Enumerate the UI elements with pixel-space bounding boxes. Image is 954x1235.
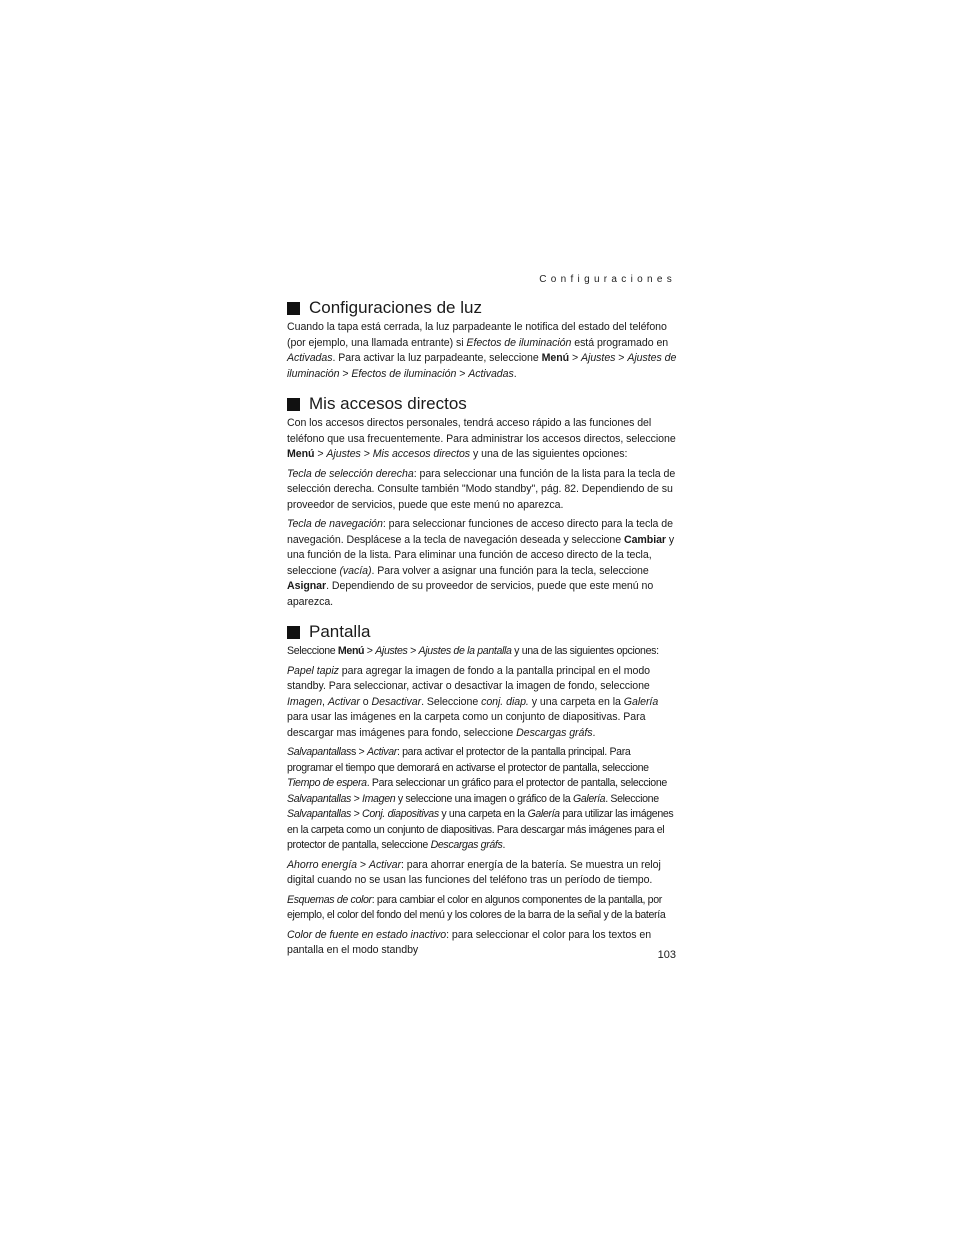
section-heading xyxy=(287,620,677,644)
italic-term: Papel tapiz xyxy=(287,664,339,677)
italic-term: Galería xyxy=(572,792,606,805)
text-run: . xyxy=(513,367,517,380)
italic-term: Activar xyxy=(367,746,397,758)
text-run: > xyxy=(615,352,628,364)
italic-term: Ajustes xyxy=(375,645,408,657)
text-run: > xyxy=(314,448,327,460)
option-papel-tapiz xyxy=(287,664,677,742)
italic-term: Conj. diapositivas xyxy=(362,808,439,820)
text-run: > xyxy=(356,858,369,871)
option-tecla-seleccion-derecha xyxy=(287,467,677,514)
italic-term: Ahorro energía xyxy=(287,858,357,871)
italic-term: Esquemas de color xyxy=(287,893,372,906)
bold-term: Asignar xyxy=(287,580,327,592)
text-run: , xyxy=(322,695,328,708)
text-run: > xyxy=(351,808,363,820)
text-run: : para ahorrar energía de la batería. Se muestra un reloj digital cuando no se usan las funciones del teléfono tras un período de tiempo. xyxy=(287,858,661,886)
text-run: Cuando la tapa está cerrada, la luz parpadeante le notifica del estado del teléfono (por ejemplo, una llamada entrante) si xyxy=(287,321,667,349)
italic-term: Ajustes de la pantalla xyxy=(418,645,512,657)
italic-term: Desactivar xyxy=(371,695,422,708)
text-run: para utilizar las imágenes en la carpeta como un conjunto de diapositivas. Para descargar más imágenes para el protector de pantalla, seleccione xyxy=(287,808,674,851)
text-run: : para activar el protector de la pantalla principal. Para programar el tiempo que demorará en activarse el protector de pantalla, seleccione xyxy=(287,746,649,774)
italic-term: Mis accesos directos xyxy=(372,448,471,460)
italic-term: Galería xyxy=(527,808,560,820)
square-bullet-icon xyxy=(287,626,300,639)
text-run: . Para activar la luz parpadeante, seleccione xyxy=(332,352,542,364)
italic-term: Tecla de selección derecha xyxy=(287,467,414,480)
text-run: y una carpeta en la xyxy=(438,808,528,820)
option-tecla-navegacion xyxy=(287,517,677,610)
italic-term: Ajustes de iluminación xyxy=(287,352,677,380)
bold-term: Menú xyxy=(337,645,365,657)
bold-term: Cambiar xyxy=(623,533,667,546)
italic-term: Efectos de iluminación xyxy=(351,367,457,380)
option-salvapantallas xyxy=(287,745,677,854)
italic-term: Galería xyxy=(623,695,659,708)
option-color-de-fuente xyxy=(287,928,677,959)
italic-term: Salvapantallas xyxy=(287,746,352,758)
option-esquemas-de-color xyxy=(287,893,677,924)
section-heading xyxy=(287,392,677,416)
bold-term: Menú xyxy=(541,352,570,364)
text-run: > xyxy=(360,448,373,460)
text-run: . Para seleccionar un gráfico para el protector de pantalla, seleccione xyxy=(366,777,667,789)
text-run: y una de las siguientes opciones: xyxy=(470,448,628,460)
option-ahorro-energia xyxy=(287,858,677,889)
italic-term: Activadas xyxy=(468,367,514,380)
square-bullet-icon xyxy=(287,398,300,411)
paragraph xyxy=(287,320,677,382)
italic-term: Ajustes xyxy=(581,352,616,364)
italic-term: Activar xyxy=(368,858,401,871)
text-run: . Seleccione xyxy=(605,792,659,805)
text-run: está programado en xyxy=(571,336,669,349)
section-heading xyxy=(287,296,677,320)
italic-term: Ajustes xyxy=(326,448,361,460)
italic-term: Salvapantallas xyxy=(287,792,352,805)
italic-term: Descargas gráfs xyxy=(430,839,503,851)
text-run: : para seleccionar funciones de acceso directo para la tecla de navegación. Desplácese a la tecla de navegación deseada y seleccione xyxy=(287,518,673,546)
italic-term: Salvapantallas xyxy=(287,808,352,820)
text-run: > xyxy=(364,645,376,657)
text-run: para agregar la imagen de fondo a la pantalla principal en el modo standby. Para seleccionar, activar o desactivar la imagen de fondo, seleccione xyxy=(287,664,651,692)
text-run: o xyxy=(359,695,372,708)
text-run: Seleccione xyxy=(287,645,338,657)
text-run: . Dependiendo de su proveedor de servicios, puede que este menú no aparezca. xyxy=(287,580,654,608)
text-run: y una carpeta en la xyxy=(528,695,624,708)
square-bullet-icon xyxy=(287,302,300,315)
section-title: Mis accesos directos xyxy=(309,394,467,413)
italic-term: (vacía) xyxy=(339,564,372,577)
italic-term: Color de fuente en estado inactivo xyxy=(287,928,447,941)
text-run: > xyxy=(351,792,363,805)
section-configuraciones-de-luz xyxy=(287,296,677,382)
text-run: para usar las imágenes en la carpeta como un conjunto de diapositivas. Para descargar mas imágenes para fondo, seleccione xyxy=(287,711,646,739)
text-run: . xyxy=(502,839,506,851)
text-run: . Para volver a asignar una función para la tecla, seleccione xyxy=(371,564,649,577)
text-run: > xyxy=(569,352,582,364)
section-title: Pantalla xyxy=(309,622,371,641)
running-header: Configuraciones xyxy=(539,274,676,285)
paragraph xyxy=(287,416,677,463)
text-run: : para seleccionar el color para los textos en pantalla en el modo standby xyxy=(287,928,652,956)
text-run: y una de las siguientes opciones: xyxy=(511,645,659,657)
text-run: s > xyxy=(351,746,367,758)
text-run: y seleccione una imagen o gráfico de la xyxy=(395,792,573,805)
italic-term: conj. diap. xyxy=(481,695,529,708)
page-content xyxy=(287,296,677,969)
text-run: : para cambiar el color en algunos componentes de la pantalla, por ejemplo, el color del fondo del menú y los colores de la barra de la señal y de la batería xyxy=(287,893,666,921)
text-run: . Seleccione xyxy=(421,695,482,708)
section-pantalla xyxy=(287,620,677,959)
italic-term: Tecla de navegación xyxy=(287,518,383,530)
italic-term: Tiempo de espera xyxy=(287,777,367,789)
text-run: > xyxy=(339,367,352,380)
text-run: . xyxy=(592,726,596,739)
section-mis-accesos-directos xyxy=(287,392,677,610)
section-title: Configuraciones de luz xyxy=(309,298,482,317)
text-run: Con los accesos directos personales, tendrá acceso rápido a las funciones del teléfono que usa frecuentemente. Para administrar los accesos directos, seleccione xyxy=(287,417,676,445)
text-run: > xyxy=(456,367,469,380)
italic-term: Activadas xyxy=(287,352,333,364)
italic-term: Imagen xyxy=(287,695,323,708)
page-number: 103 xyxy=(657,949,676,961)
italic-term: Efectos de iluminación xyxy=(466,336,572,349)
italic-term: Imagen xyxy=(362,792,396,805)
text-run: > xyxy=(407,645,419,657)
text-run: : para seleccionar una función de la lista para la tecla de selección derecha. Consulte también "Modo standby", pág. 82. Dependiendo de su proveedor de servicios, puede que este menú no aparezca. xyxy=(287,467,676,511)
italic-term: Activar xyxy=(327,695,360,708)
italic-term: Descargas gráfs xyxy=(516,726,593,739)
bold-term: Menú xyxy=(287,448,315,460)
paragraph xyxy=(287,644,677,660)
text-run: y una función de la lista. Para eliminar una función de acceso directo de la tecla, seleccione xyxy=(287,533,675,577)
